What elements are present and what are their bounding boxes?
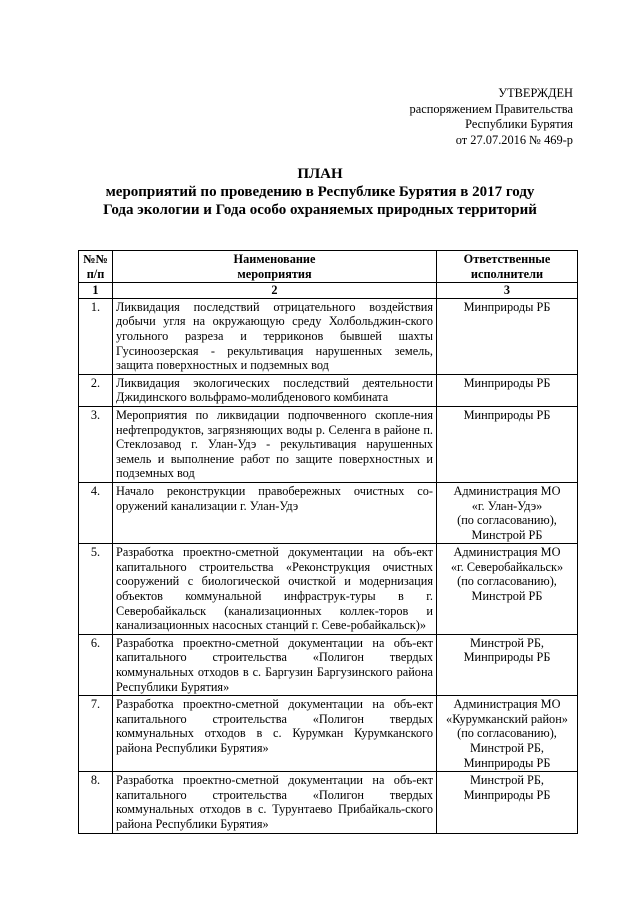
approval-authority: распоряжением Правительства: [409, 101, 573, 116]
activity-name: Разработка проектно-сметной документации на объ-ект капитального строительства «Полигон твердых коммунальных отходов в с. Курумкан Курумканского района Республики Бурятия»: [113, 696, 437, 772]
table-index-row: [79, 283, 578, 299]
row-number: 6.: [79, 634, 113, 695]
row-number: 8.: [79, 772, 113, 833]
responsible-line: «г. Северобайкальск»: [450, 559, 564, 574]
responsible-line: Минприроды РБ: [463, 407, 551, 422]
activity-name: Разработка проектно-сметной документации на объ-ект капитального строительства «Полигон твердых коммунальных отходов в с. Турунтаево Прибайкаль-ского района Республики Бурятия»: [113, 772, 437, 833]
responsible-line: Минприроды РБ: [463, 299, 551, 314]
approval-stamp: [410, 86, 574, 148]
responsible-executors: [437, 298, 578, 374]
activity-name: Ликвидация экологических последствий деятельности Джидинского вольфрамо-молибденового комбината: [113, 374, 437, 406]
approval-republic: Республики Бурятия: [465, 117, 573, 131]
table-row: [79, 406, 578, 482]
row-number: 7.: [79, 696, 113, 772]
responsible-line: Администрация МО: [453, 697, 561, 712]
activity-name: Начало реконструкции правобережных очистных со-оружений канализации г. Улан-Удэ: [113, 482, 437, 543]
responsible-line: Минстрой РБ,: [469, 741, 544, 755]
title-heading: ПЛАН: [297, 166, 343, 182]
row-number: 2.: [79, 374, 113, 406]
responsible-line: Минстрой РБ,: [469, 635, 544, 650]
responsible-line: Администрация МО: [453, 545, 561, 560]
index-cell: 3: [437, 283, 578, 299]
activity-name: Разработка проектно-сметной документации на объ-ект капитального строительства «Реконструкция очистных сооружений с биологической очисткой и модернизация объектов коммунальной инфраструк-туры в г. Северобайкальск (канализационных коллек-торов и канализационных насосных станций г. Севе-робайкальск)»: [113, 544, 437, 635]
header-responsible: Ответственные исполнители: [437, 251, 578, 283]
row-number: 1.: [79, 298, 113, 374]
approval-status: УТВЕРЖДЕН: [498, 86, 573, 100]
row-number: 4.: [79, 482, 113, 543]
activity-name: Ликвидация последствий отрицательного воздействия добычи угля на окружающую среду Холбольджин-ского угольного разреза и терриконов бывшей шахты Гусиноозерская - рекультивация нарушенных земель, защита поверхностных и подземных вод: [113, 298, 437, 374]
title-subheading: мероприятий по проведению в Республике Бурятия в 2017 году: [105, 184, 535, 200]
responsible-line: Минстрой РБ: [471, 527, 543, 542]
responsible-line: Администрация МО: [453, 483, 561, 498]
table-row: [79, 298, 578, 374]
responsible-line: (по согласованию),: [457, 574, 557, 589]
responsible-executors: [437, 696, 578, 772]
index-cell: 1: [79, 283, 113, 299]
document-title: [0, 165, 640, 219]
responsible-line: Минстрой РБ: [471, 589, 543, 604]
table-row: [79, 544, 578, 635]
title-subheading-2: Года экологии и Года особо охраняемых природных территорий: [103, 202, 537, 218]
row-number: 3.: [79, 406, 113, 482]
responsible-executors: [437, 772, 578, 833]
activity-name: Мероприятия по ликвидации подпочвенного скопле-ния нефтепродуктов, загрязняющих воды р. Селенга в районе п. Стеклозавод г. Улан-Удэ - рекультивация нарушенных земель и выполнение работ по защите поверхностных и подземных вод: [113, 406, 437, 482]
responsible-executors: [437, 374, 578, 406]
table-header-row: [79, 251, 578, 283]
responsible-line: «Курумканский район»: [446, 711, 568, 726]
plan-table: [78, 250, 578, 834]
responsible-line: (по согласованию),: [457, 726, 557, 741]
activity-name: Разработка проектно-сметной документации на объ-ект капитального строительства «Полигон твердых коммунальных отходов в с. Баргузин Баргузинского района Республики Бурятия»: [113, 634, 437, 695]
responsible-line: (по согласованию),: [457, 513, 557, 528]
responsible-line: Минприроды РБ: [463, 650, 551, 665]
table-row: [79, 696, 578, 772]
table-row: [79, 772, 578, 833]
row-number: 5.: [79, 544, 113, 635]
approval-date-number: от 27.07.2016 № 469-р: [455, 132, 573, 147]
header-number: №№ п/п: [79, 251, 113, 283]
table-row: [79, 374, 578, 406]
responsible-line: «г. Улан-Удэ»: [471, 498, 543, 513]
table-body: [79, 298, 578, 833]
table-row: [79, 482, 578, 543]
table-row: [79, 634, 578, 695]
index-cell: 2: [113, 283, 437, 299]
responsible-line: Минстрой РБ,: [469, 773, 544, 788]
responsible-line: Минприроды РБ: [463, 755, 551, 770]
responsible-executors: [437, 544, 578, 635]
header-activity-name: Наименование мероприятия: [113, 251, 437, 283]
responsible-executors: [437, 482, 578, 543]
responsible-line: Минприроды РБ: [463, 375, 551, 390]
responsible-line: Минприроды РБ: [463, 787, 551, 802]
responsible-executors: [437, 634, 578, 695]
responsible-executors: [437, 406, 578, 482]
